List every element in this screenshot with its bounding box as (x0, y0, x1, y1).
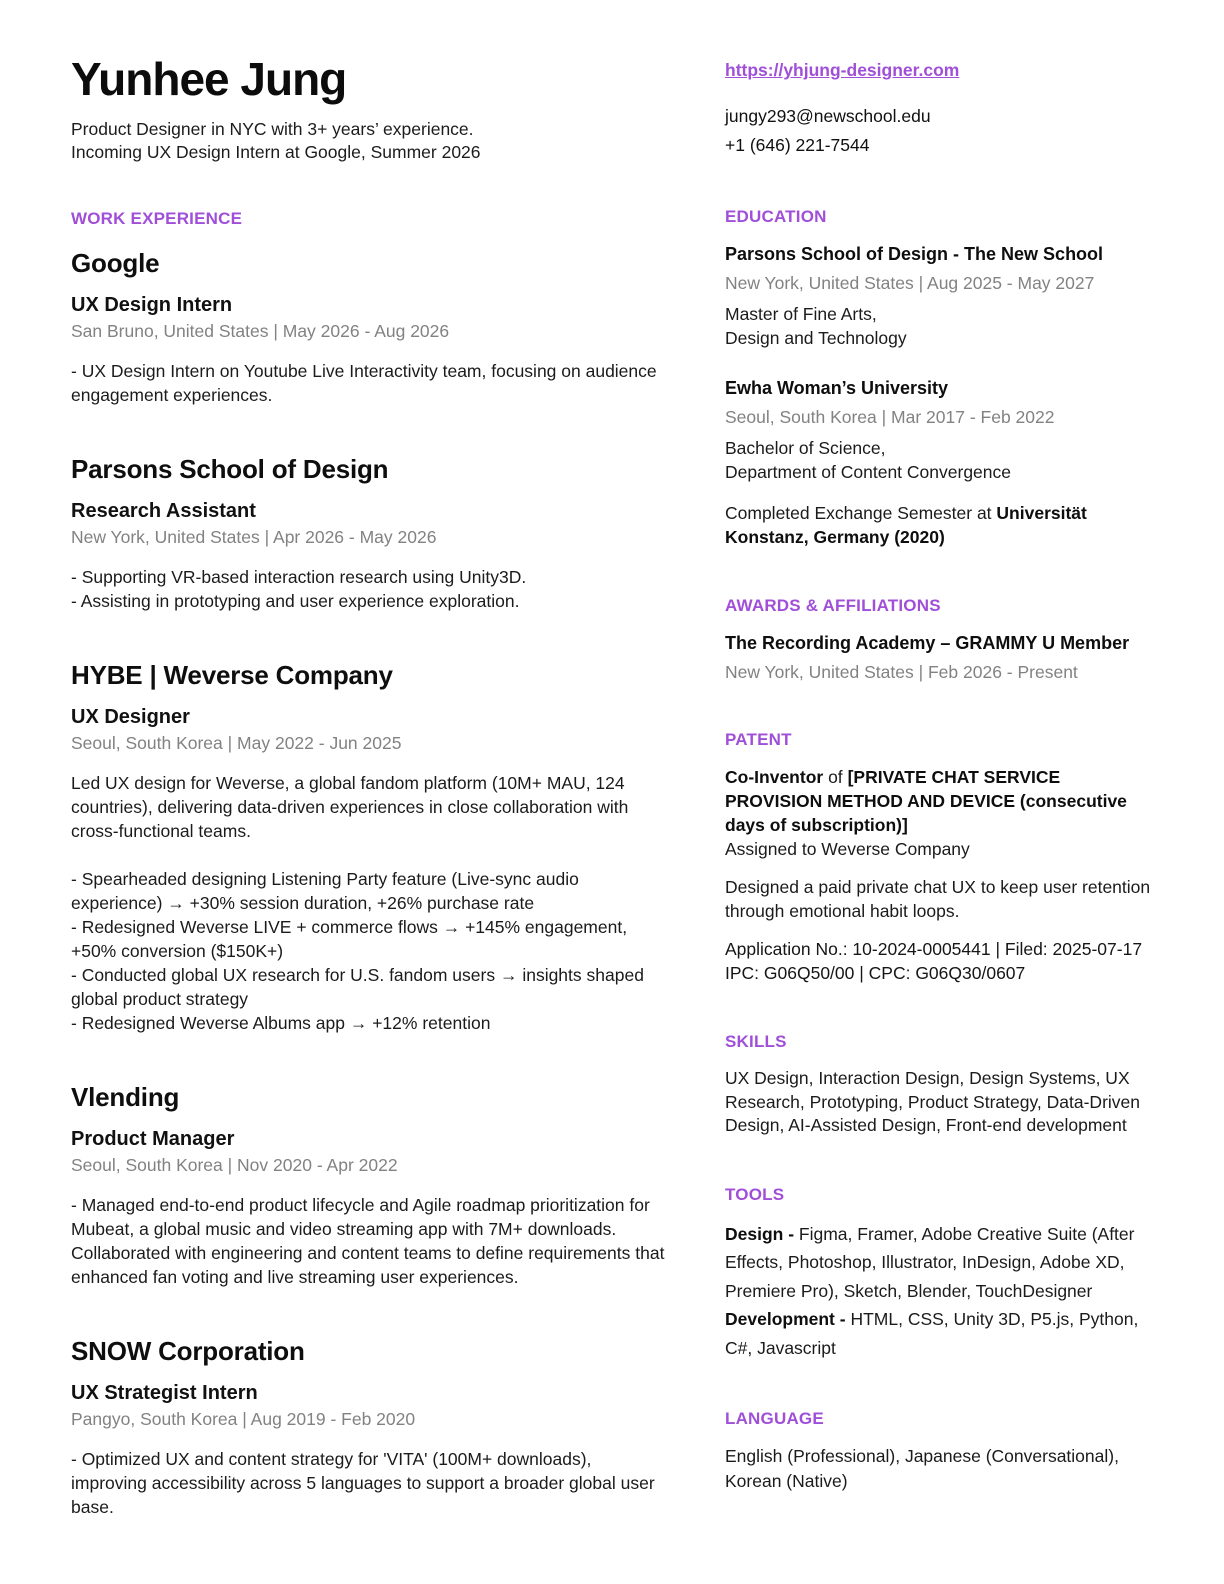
section-heading-skills: SKILLS (725, 1032, 787, 1051)
degree-line-1: Bachelor of Science, (725, 438, 886, 458)
job-details (71, 1447, 671, 1519)
job-summary: Led UX design for Weverse, a global fandom platform (10M+ MAU, 124 countries), delivering data-driven experiences in close collaboration with cross-functional teams. (71, 773, 629, 841)
tagline-line-2: Incoming UX Design Intern at Google, Summer 2026 (71, 142, 481, 162)
section-heading-education: EDUCATION (725, 207, 827, 226)
patent-description: Designed a paid private chat UX to keep user retention through emotional habit loops. (725, 877, 1151, 921)
company-name: SNOW Corporation (71, 1336, 305, 1366)
patent-inventor-role: Co-Inventor (725, 767, 824, 787)
company-name: Vlending (71, 1082, 180, 1112)
job-meta: New York, United States | Apr 2026 - May 2026 (71, 527, 437, 547)
tagline (71, 118, 671, 164)
degree (725, 437, 1156, 484)
school-meta: New York, United States | Aug 2025 - May 2027 (725, 273, 1095, 293)
patent-identifiers (725, 937, 1156, 985)
section-heading-work-experience: WORK EXPERIENCE (71, 209, 243, 228)
job-google (71, 248, 671, 407)
tools-design-list: Figma, Framer, Adobe Creative Suite (After Effects, Photoshop, Illustrator, InDesign, Adobe XD, Premiere Pro), Sketch, Blender, TouchDesigner (725, 1223, 1135, 1301)
company-name: Google (71, 248, 160, 278)
school-name: Parsons School of Design - The New School (725, 244, 1104, 264)
job-bullet: - Redesigned Weverse LIVE + commerce flows → +145% engagement, +50% conversion ($150K+) (71, 917, 628, 961)
education-entry-parsons (725, 242, 1156, 350)
company-name: Parsons School of Design (71, 454, 389, 484)
degree-line-1: Master of Fine Arts, (725, 304, 877, 324)
patent-title (725, 765, 1156, 837)
right-column (725, 44, 1156, 1584)
job-hybe-weverse (71, 660, 671, 1035)
job-bullet: - Supporting VR-based interaction research using Unity3D. (71, 567, 527, 587)
job-bullet: - Redesigned Weverse Albums app → +12% retention (71, 1013, 491, 1033)
patent-title-text: [PRIVATE CHAT SERVICE PROVISION METHOD AND DEVICE (consecutive days of subscription)] (725, 767, 1127, 835)
job-bullet: - Optimized UX and content strategy for 'VITA' (100M+ downloads), improving accessibility across 5 languages to support a broader global user base. (71, 1449, 655, 1517)
job-bullet: - UX Design Intern on Youtube Live Interactivity team, focusing on audience engagement experiences. (71, 361, 657, 405)
section-heading-patent: PATENT (725, 730, 792, 749)
job-details (71, 771, 671, 1035)
degree-line-2: Design and Technology (725, 327, 907, 348)
contact-info (725, 102, 1156, 160)
job-role: UX Strategist Intern (71, 1382, 258, 1404)
job-details (71, 359, 671, 407)
tools-development-label: Development - (725, 1309, 846, 1329)
section-heading-awards: AWARDS & AFFILIATIONS (725, 596, 941, 615)
patent-of-word: of (828, 767, 843, 787)
job-bullet: - Assisting in prototyping and user experience exploration. (71, 591, 520, 611)
company-name: HYBE | Weverse Company (71, 660, 393, 690)
school-meta: Seoul, South Korea | Mar 2017 - Feb 2022 (725, 407, 1055, 427)
patent-ipc-line: IPC: G06Q50/00 | CPC: G06Q30/0607 (725, 963, 1026, 983)
job-bullet: - Conducted global UX research for U.S. fandom users → insights shaped global product strategy (71, 965, 644, 1009)
job-role: UX Designer (71, 706, 190, 728)
job-vlending (71, 1082, 671, 1289)
award-meta: New York, United States | Feb 2026 - Present (725, 662, 1078, 682)
exchange-note-school: Universität Konstanz, Germany (2020) (725, 503, 1087, 547)
contact-email: jungy293@newschool.edu (725, 106, 931, 126)
person-name: Yunhee Jung (71, 53, 347, 105)
portfolio-link[interactable]: https://yhjung-designer.com (725, 60, 960, 80)
job-snow (71, 1336, 671, 1519)
exchange-note-prefix: Completed Exchange Semester at (725, 503, 992, 523)
job-meta: Pangyo, South Korea | Aug 2019 - Feb 2020 (71, 1409, 416, 1429)
contact-phone: +1 (646) 221-7544 (725, 135, 870, 155)
section-heading-tools: TOOLS (725, 1184, 785, 1204)
section-heading-language: LANGUAGE (725, 1409, 824, 1428)
job-role: Product Manager (71, 1128, 235, 1150)
job-meta: San Bruno, United States | May 2026 - Aug 2026 (71, 321, 450, 341)
tools-development-list: HTML, CSS, Unity 3D, P5.js, Python, C#, Javascript (725, 1309, 1139, 1358)
exchange-semester-note (725, 501, 1156, 549)
job-bullet: - Spearheaded designing Listening Party feature (Live-sync audio experience) → +30% session duration, +26% purchase rate (71, 869, 579, 913)
degree-line-2: Department of Content Convergence (725, 461, 1011, 482)
school-name: Ewha Woman’s University (725, 378, 949, 398)
job-bullet: - Managed end-to-end product lifecycle and Agile roadmap prioritization for Mubeat, a global music and video streaming app with 7M+ downloads. Collaborated with engineering and content teams to define requirements that enhanced fan voting and live streaming user experiences. (71, 1195, 665, 1287)
job-parsons (71, 454, 671, 613)
award-title: The Recording Academy – GRAMMY U Member (725, 633, 1130, 653)
tools-list (725, 1220, 1156, 1363)
language-list: English (Professional), Japanese (Conversational), Korean (Native) (725, 1446, 1119, 1491)
tagline-line-1: Product Designer in NYC with 3+ years’ experience. (71, 119, 474, 139)
job-meta: Seoul, South Korea | May 2022 - Jun 2025 (71, 733, 402, 753)
left-column (71, 44, 671, 1584)
tools-design-label: Design - (725, 1223, 795, 1244)
job-meta: Seoul, South Korea | Nov 2020 - Apr 2022 (71, 1155, 398, 1175)
job-details (71, 1193, 671, 1289)
patent-assignee: Assigned to Weverse Company (725, 839, 970, 859)
job-details (71, 565, 671, 613)
skills-list: UX Design, Interaction Design, Design Systems, UX Research, Prototyping, Product Strategy, Data-Driven Design, AI-Assisted Design, Front-end development (725, 1068, 1141, 1135)
patent-application-line: Application No.: 10-2024-0005441 | Filed: 2025-07-17 (725, 939, 1143, 959)
job-role: UX Design Intern (71, 294, 233, 316)
job-role: Research Assistant (71, 500, 256, 522)
degree (725, 303, 1156, 350)
education-entry-ewha (725, 376, 1156, 484)
